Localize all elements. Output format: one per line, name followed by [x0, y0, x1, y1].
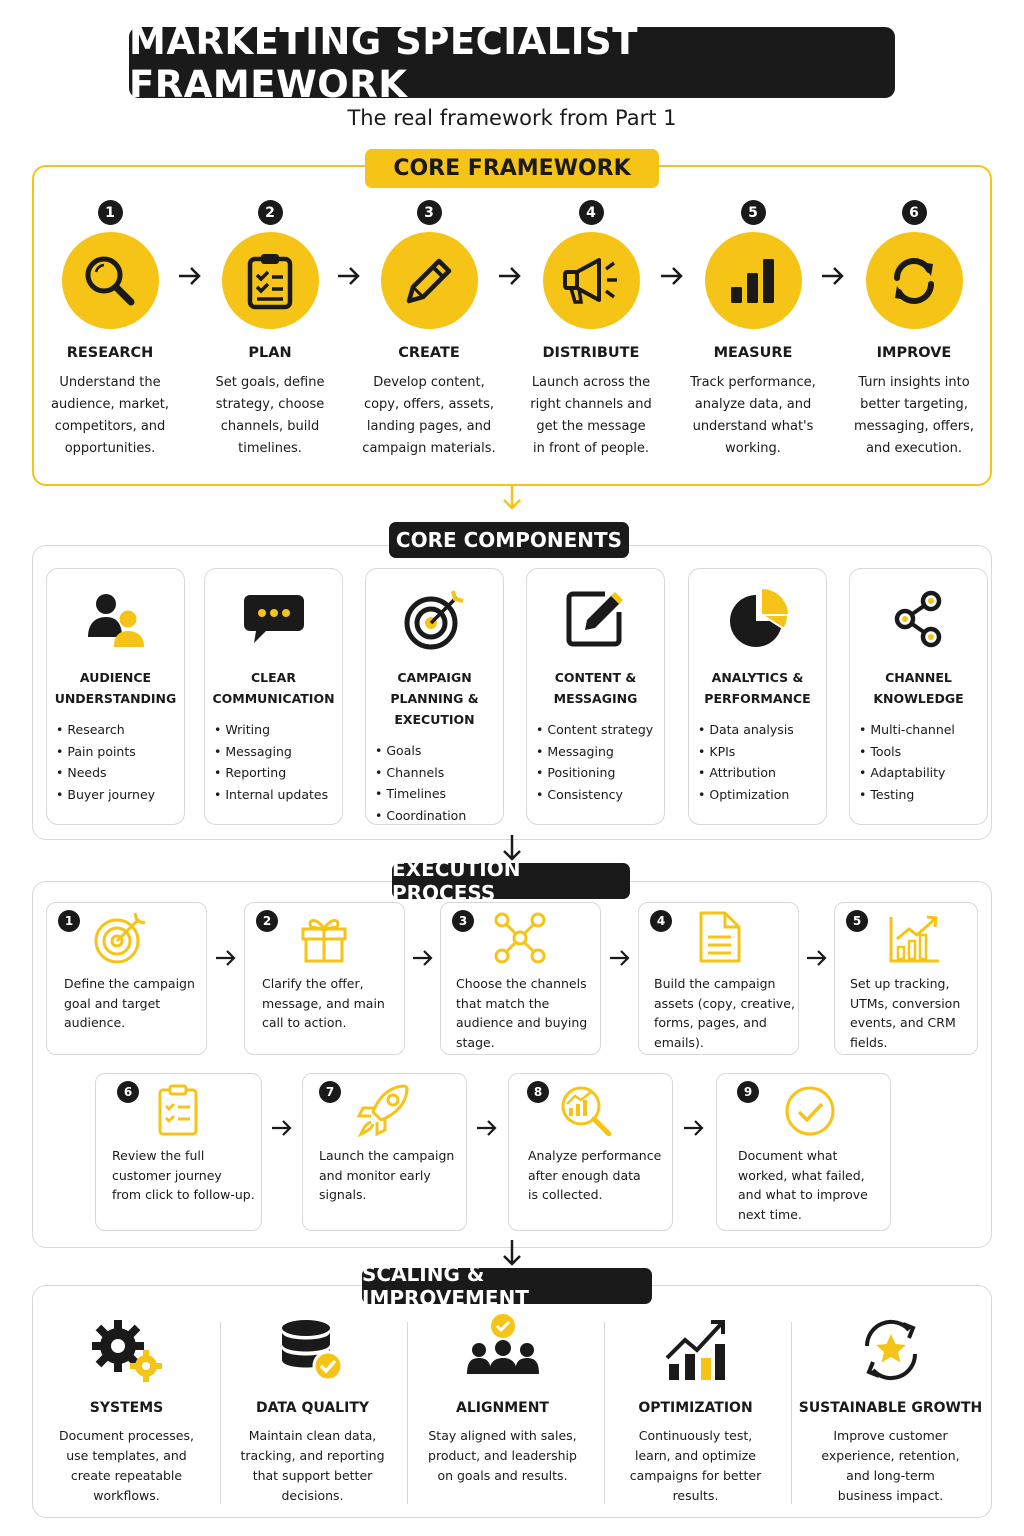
component-card-campaign: [365, 568, 504, 825]
card-list: • Writing • Messaging • Reporting • Internal updates: [205, 719, 342, 805]
execution-step-4: [638, 902, 799, 1055]
step-text: Set up tracking, UTMs, conversion events, and CRM fields.: [850, 976, 961, 1050]
item-description: Maintain clean data, tracking, and reporting that support better decisions.: [240, 1428, 385, 1503]
step-number: 2: [256, 910, 278, 932]
execution-step-6: [95, 1073, 262, 1231]
document-icon: [691, 909, 749, 965]
scaling-item-systems: [34, 1310, 219, 1506]
framework-step-measure: [673, 200, 833, 460]
step-number: 1: [98, 200, 123, 225]
component-card-channel: [849, 568, 988, 825]
step-description: Develop content, copy, offers, assets, landing pages, and campaign materials.: [362, 375, 496, 456]
framework-step-research: [30, 200, 190, 460]
execution-step-2: [244, 902, 405, 1055]
step-description: Turn insights into better targeting, messaging, offers, and execution.: [854, 375, 974, 456]
megaphone-icon: [543, 232, 640, 329]
execution-step-5: [834, 902, 978, 1055]
step-number: 1: [58, 910, 80, 932]
growth-chart-icon: [885, 909, 943, 965]
arrow-right-icon: [820, 265, 846, 287]
step-title: RESEARCH: [66, 345, 154, 361]
step-number: 3: [417, 200, 442, 225]
step-number: 3: [452, 910, 474, 932]
clipboard-icon: [222, 232, 319, 329]
item-description: Stay aligned with sales, product, and leadership on goals and results.: [428, 1428, 577, 1483]
scaling-item-sustainable-growth: [797, 1310, 984, 1506]
page-subtitle: The real framework from Part 1: [347, 106, 677, 130]
network-icon: [491, 909, 549, 965]
component-card-content: [526, 568, 665, 825]
card-list: • Data analysis • KPIs • Attribution • Optimization: [689, 719, 826, 805]
divider: [791, 1322, 792, 1504]
page-title: MARKETING SPECIALIST FRAMEWORK: [129, 27, 895, 98]
arrow-right-icon: [609, 949, 631, 967]
pencil-icon: [381, 232, 478, 329]
arrow-right-icon: [683, 1119, 705, 1137]
step-title: MEASURE: [713, 345, 793, 361]
step-number: 5: [741, 200, 766, 225]
step-text: Build the campaign assets (copy, creative, forms, pages, and emails).: [654, 976, 795, 1050]
execution-step-1: [46, 902, 207, 1055]
scaling-item-data-quality: [220, 1310, 405, 1506]
arrow-right-icon: [806, 949, 828, 967]
step-description: Launch across the right channels and get the message in front of people.: [530, 375, 652, 456]
component-card-analytics: [688, 568, 827, 825]
step-text: Define the campaign goal and target audience.: [64, 976, 195, 1030]
card-title: CAMPAIGN PLANNING & EXECUTION: [390, 670, 479, 727]
core-components-label: CORE COMPONENTS: [389, 522, 629, 558]
bar-chart-icon: [705, 232, 802, 329]
item-title: SUSTAINABLE GROWTH: [798, 1400, 983, 1416]
step-text: Choose the channels that match the audience and buying stage.: [456, 976, 588, 1050]
gears-icon: [34, 1310, 219, 1384]
component-card-communication: [204, 568, 343, 825]
framework-step-improve: [834, 200, 994, 460]
card-title: ANALYTICS & PERFORMANCE: [704, 670, 811, 706]
item-title: ALIGNMENT: [456, 1400, 549, 1416]
step-number: 8: [527, 1081, 549, 1103]
step-number: 7: [319, 1081, 341, 1103]
step-number: 6: [117, 1081, 139, 1103]
checklist-icon: [150, 1082, 208, 1138]
step-text: Document what worked, what failed, and what to improve next time.: [738, 1148, 868, 1222]
arrow-right-icon: [659, 265, 685, 287]
card-title: CONTENT & MESSAGING: [553, 670, 638, 706]
core-framework-label: CORE FRAMEWORK: [365, 149, 659, 188]
execution-step-7: [302, 1073, 467, 1231]
card-title: CHANNEL KNOWLEDGE: [873, 670, 964, 706]
share-icon: [850, 585, 987, 653]
scaling-label: SCALING & IMPROVEMENT: [362, 1268, 652, 1304]
arrow-down-icon: [500, 482, 524, 512]
framework-step-create: [349, 200, 509, 460]
star-cycle-icon: [797, 1310, 984, 1384]
gift-icon: [295, 909, 353, 965]
edit-icon: [527, 585, 664, 653]
database-check-icon: [220, 1310, 405, 1384]
component-card-audience: [46, 568, 185, 825]
step-number: 2: [258, 200, 283, 225]
card-list: • Research • Pain points • Needs • Buyer journey: [47, 719, 184, 805]
step-title: DISTRIBUTE: [542, 345, 640, 361]
item-description: Improve customer experience, retention, and long-term business impact.: [821, 1428, 960, 1503]
scaling-item-alignment: [410, 1310, 595, 1486]
refresh-icon: [866, 232, 963, 329]
execution-process-label: EXECUTION PROCESS: [392, 863, 630, 899]
magnifier-icon: [62, 232, 159, 329]
chat-bubble-icon: [205, 585, 342, 653]
execution-step-8: [508, 1073, 673, 1231]
step-number: 4: [650, 910, 672, 932]
card-list: • Content strategy • Messaging • Positioning • Consistency: [527, 719, 664, 805]
item-title: DATA QUALITY: [255, 1400, 370, 1416]
step-text: Clarify the offer, message, and main call to action.: [262, 976, 385, 1030]
scaling-item-optimization: [603, 1310, 788, 1506]
step-title: PLAN: [248, 345, 292, 361]
step-title: IMPROVE: [876, 345, 952, 361]
arrow-right-icon: [271, 1119, 293, 1137]
step-number: 9: [737, 1081, 759, 1103]
step-number: 5: [846, 910, 868, 932]
rocket-icon: [355, 1082, 413, 1138]
arrow-right-icon: [177, 265, 203, 287]
divider: [407, 1322, 408, 1504]
team-icon: [410, 1310, 595, 1384]
step-title: CREATE: [398, 345, 460, 361]
item-description: Document processes, use templates, and create repeatable workflows.: [59, 1428, 194, 1503]
target-icon: [91, 909, 149, 965]
step-description: Understand the audience, market, competitors, and opportunities.: [51, 375, 169, 456]
step-description: Set goals, define strategy, choose channels, build timelines.: [215, 375, 325, 456]
arrow-right-icon: [497, 265, 523, 287]
arrow-right-icon: [336, 265, 362, 287]
people-icon: [47, 585, 184, 653]
step-number: 4: [579, 200, 604, 225]
execution-step-3: [440, 902, 601, 1055]
step-text: Analyze performance after enough data is collected.: [528, 1148, 662, 1202]
target-icon: [366, 585, 503, 653]
item-title: OPTIMIZATION: [638, 1400, 753, 1416]
item-description: Continuously test, learn, and optimize campaigns for better results.: [629, 1428, 762, 1503]
analyze-icon: [555, 1080, 613, 1136]
arrow-right-icon: [412, 949, 434, 967]
arrow-right-icon: [215, 949, 237, 967]
check-circle-icon: [781, 1083, 839, 1139]
card-title: CLEAR COMMUNICATION: [212, 670, 335, 706]
step-text: Launch the campaign and monitor early signals.: [319, 1148, 455, 1202]
card-title: AUDIENCE UNDERSTANDING: [54, 670, 177, 706]
card-list: • Multi-channel • Tools • Adaptability • Testing: [850, 719, 987, 805]
pie-chart-icon: [689, 585, 826, 653]
arrow-right-icon: [476, 1119, 498, 1137]
step-text: Review the full customer journey from click to follow-up.: [112, 1148, 255, 1202]
card-list: • Goals • Channels • Timelines • Coordination: [366, 740, 503, 826]
step-description: Track performance, analyze data, and understand what's working.: [690, 375, 816, 456]
trend-chart-icon: [603, 1310, 788, 1384]
execution-step-9: [716, 1073, 891, 1231]
step-number: 6: [902, 200, 927, 225]
framework-step-plan: [190, 200, 350, 460]
framework-step-distribute: [511, 200, 671, 460]
item-title: SYSTEMS: [89, 1400, 164, 1416]
